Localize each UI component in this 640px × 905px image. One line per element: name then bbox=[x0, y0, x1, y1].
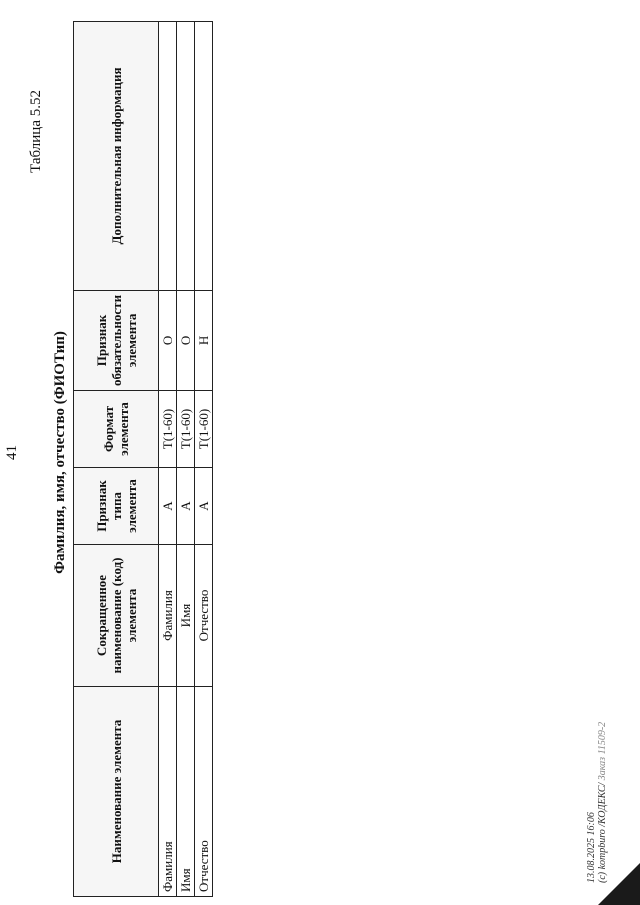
cell-mandatory-flag: О bbox=[177, 290, 195, 390]
table-row bbox=[177, 22, 195, 897]
elements-table bbox=[73, 21, 213, 897]
header-format: Формат элемента bbox=[74, 391, 159, 468]
cell-short-name: Отчество bbox=[195, 545, 213, 687]
stamp-source-a: (c) kompburo /КОДЕКС/ bbox=[597, 780, 608, 883]
header-type-flag: Признак типа элемента bbox=[74, 468, 159, 545]
cell-format: T(1-60) bbox=[177, 391, 195, 468]
stamp-source bbox=[597, 722, 608, 883]
table-header-row bbox=[74, 22, 159, 897]
header-element-name: Наименование элемента bbox=[74, 687, 159, 897]
header-additional-info: Дополнительная информация bbox=[74, 22, 159, 291]
cell-element-name: Отчество bbox=[195, 687, 213, 897]
stamp-source-b: Заказ 11509-2 bbox=[597, 721, 608, 781]
table-row bbox=[195, 22, 213, 897]
stamp-datetime: 13.08.2025 16:06 bbox=[586, 812, 597, 883]
cell-type-flag: А bbox=[195, 468, 213, 545]
cell-short-name: Фамилия bbox=[159, 545, 177, 687]
cell-format: T(1-60) bbox=[159, 391, 177, 468]
cell-short-name: Имя bbox=[177, 545, 195, 687]
cell-element-name: Фамилия bbox=[159, 687, 177, 897]
cell-type-flag: А bbox=[159, 468, 177, 545]
cell-mandatory-flag: Н bbox=[195, 290, 213, 390]
cell-mandatory-flag: О bbox=[159, 290, 177, 390]
table-caption: Таблица 5.52 bbox=[28, 90, 44, 173]
page-number: 41 bbox=[4, 445, 20, 460]
header-short-name: Сокращенное наименование (код) элемента bbox=[74, 545, 159, 687]
cell-element-name: Имя bbox=[177, 687, 195, 897]
table-title: Фамилия, имя, отчество (ФИОТип) bbox=[52, 331, 68, 574]
cell-type-flag: А bbox=[177, 468, 195, 545]
cell-additional-info bbox=[177, 22, 195, 291]
cell-additional-info bbox=[195, 22, 213, 291]
table-row bbox=[159, 22, 177, 897]
cell-additional-info bbox=[159, 22, 177, 291]
cell-format: T(1-60) bbox=[195, 391, 213, 468]
print-stamp bbox=[586, 722, 608, 883]
header-mandatory-flag: Признак обязательности элемента bbox=[74, 290, 159, 390]
